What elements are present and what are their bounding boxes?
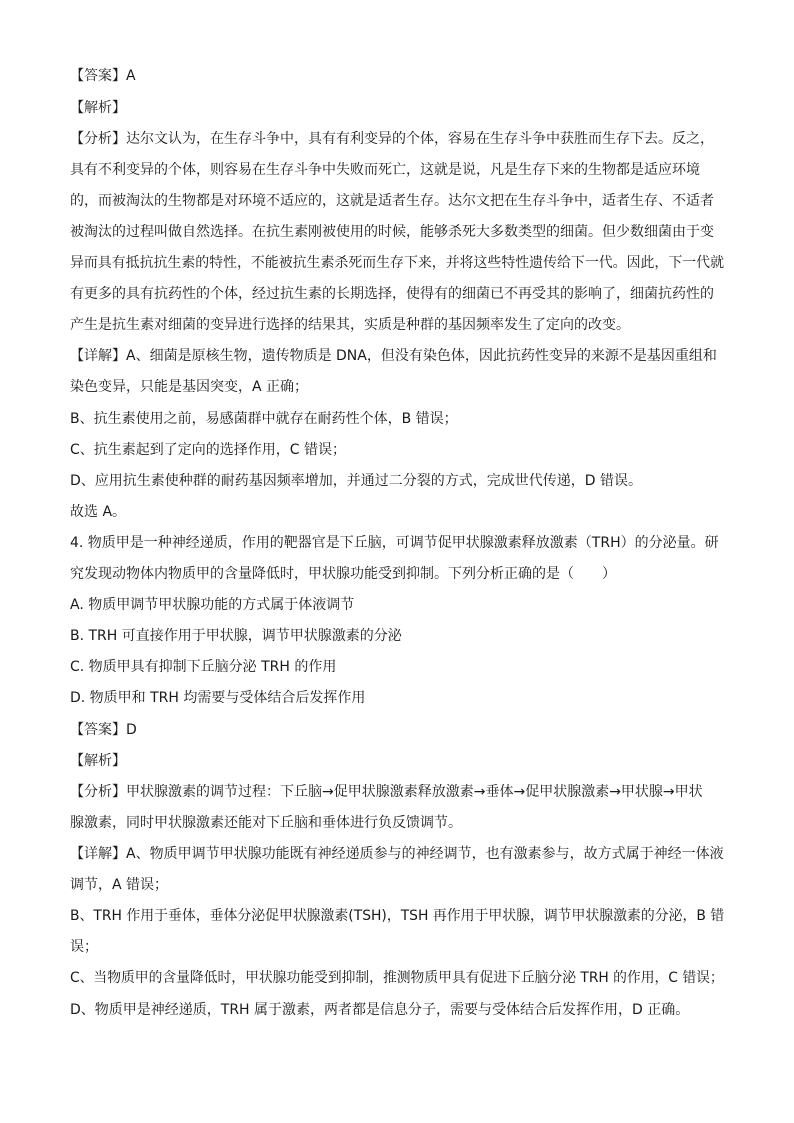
q4-option-b: B. TRH 可直接作用于甲状腺，调节甲状腺激素的分泌 — [70, 628, 402, 644]
q4-xiangjie-line-2: 调节，A 错误； — [70, 877, 169, 893]
q4-option-c: C. 物质甲具有抑制下丘脑分泌 TRH 的作用 — [70, 659, 337, 675]
q4-stem-line-2: 究发现动物体内物质甲的含量降低时，甲状腺功能受到抑制。下列分析正确的是（ ） — [70, 566, 616, 582]
q4-fenxi-line-2: 腺激素，同时甲状腺激素还能对下丘脑和垂体进行负反馈调节。 — [70, 815, 462, 831]
q4-xiangjie-line-4: 误； — [70, 939, 98, 955]
q4-xiangjie-line-6: D、物质甲是神经递质，TRH 属于激素，两者都是信息分子，需要与受体结合后发挥作用，D 正确。 — [70, 1002, 690, 1018]
q3-fenxi-line-4: 被淘汰的过程叫做自然选择。在抗生素刚被使用的时候，能够杀死大多数类型的细菌。但少数细菌由于变 — [70, 224, 714, 240]
q3-fenxi-line-1: 【分析】达尔文认为，在生存斗争中，具有有利变异的个体，容易在生存斗争中获胜而生存下去。反之， — [70, 131, 714, 147]
q4-stem-line-1: 4. 物质甲是一种神经递质，作用的靶器官是下丘脑，可调节促甲状腺激素释放激素（TRH）的分泌量。研 — [70, 535, 719, 551]
q4-xiangjie-line-3: B、TRH 作用于垂体，垂体分泌促甲状腺激素(TSH)，TSH 再作用于甲状腺，调节甲状腺激素的分泌，B 错 — [70, 908, 725, 924]
q3-xiangjie-line-3: B、抗生素使用之前，易感菌群中就存在耐药性个体，B 错误； — [70, 411, 458, 427]
q3-fenxi-line-2: 具有不利变异的个体，则容易在生存斗争中失败而死亡，这就是说，凡是生存下来的生物都是适应环境 — [70, 162, 700, 178]
q4-analysis-label: 【解析】 — [70, 753, 126, 769]
q4-fenxi-line-1: 【分析】甲状腺激素的调节过程：下丘脑→促甲状腺激素释放激素→垂体→促甲状腺激素→甲状腺→甲状 — [70, 784, 703, 800]
q3-xiangjie-line-2: 染色变异，只能是基因突变，A 正确； — [70, 379, 309, 395]
q3-analysis-label: 【解析】 — [70, 100, 126, 116]
q3-fenxi-line-7: 产生是抗生素对细菌的变异进行选择的结果其，实质是种群的基因频率发生了定向的改变。 — [70, 317, 630, 333]
q3-fenxi-line-6: 有更多的具有抗药性的个体，经过抗生素的长期选择，使得有的细菌已不再受其的影响了，细菌抗药性的 — [70, 286, 714, 302]
q3-fenxi-line-3: 的，而被淘汰的生物都是对环境不适应的，这就是适者生存。达尔文把在生存斗争中，适者生存、不适者 — [70, 193, 714, 209]
q3-xiangjie-line-4: C、抗生素起到了定向的选择作用，C 错误； — [70, 442, 346, 458]
q4-option-d: D. 物质甲和 TRH 均需要与受体结合后发挥作用 — [70, 690, 366, 706]
q3-fenxi-line-5: 异而具有抵抗抗生素的特性，不能被抗生素杀死而生存下来，并将这些特性遗传给下一代。因此，下一代就 — [70, 255, 724, 271]
q3-xiangjie-line-6: 故选 A。 — [70, 504, 127, 520]
q4-answer: 【答案】D — [70, 722, 137, 738]
q4-xiangjie-line-5: C、当物质甲的含量降低时，甲状腺功能受到抑制，推测物质甲具有促进下丘脑分泌 TRH 的作用，C 错误； — [70, 970, 724, 986]
q3-xiangjie-line-1: 【详解】A、细菌是原核生物，遗传物质是 DNA，但没有染色体，因此抗药性变异的来源不是基因重组和 — [70, 348, 717, 364]
q3-xiangjie-line-5: D、应用抗生素使种群的耐药基因频率增加，并通过二分裂的方式，完成世代传递，D 错误。 — [70, 473, 643, 489]
q3-answer: 【答案】A — [70, 68, 136, 84]
q4-option-a: A. 物质甲调节甲状腺功能的方式属于体液调节 — [70, 597, 355, 613]
q4-xiangjie-line-1: 【详解】A、物质甲调节甲状腺功能既有神经递质参与的神经调节，也有激素参与，故方式属于神经一体液 — [70, 846, 724, 862]
